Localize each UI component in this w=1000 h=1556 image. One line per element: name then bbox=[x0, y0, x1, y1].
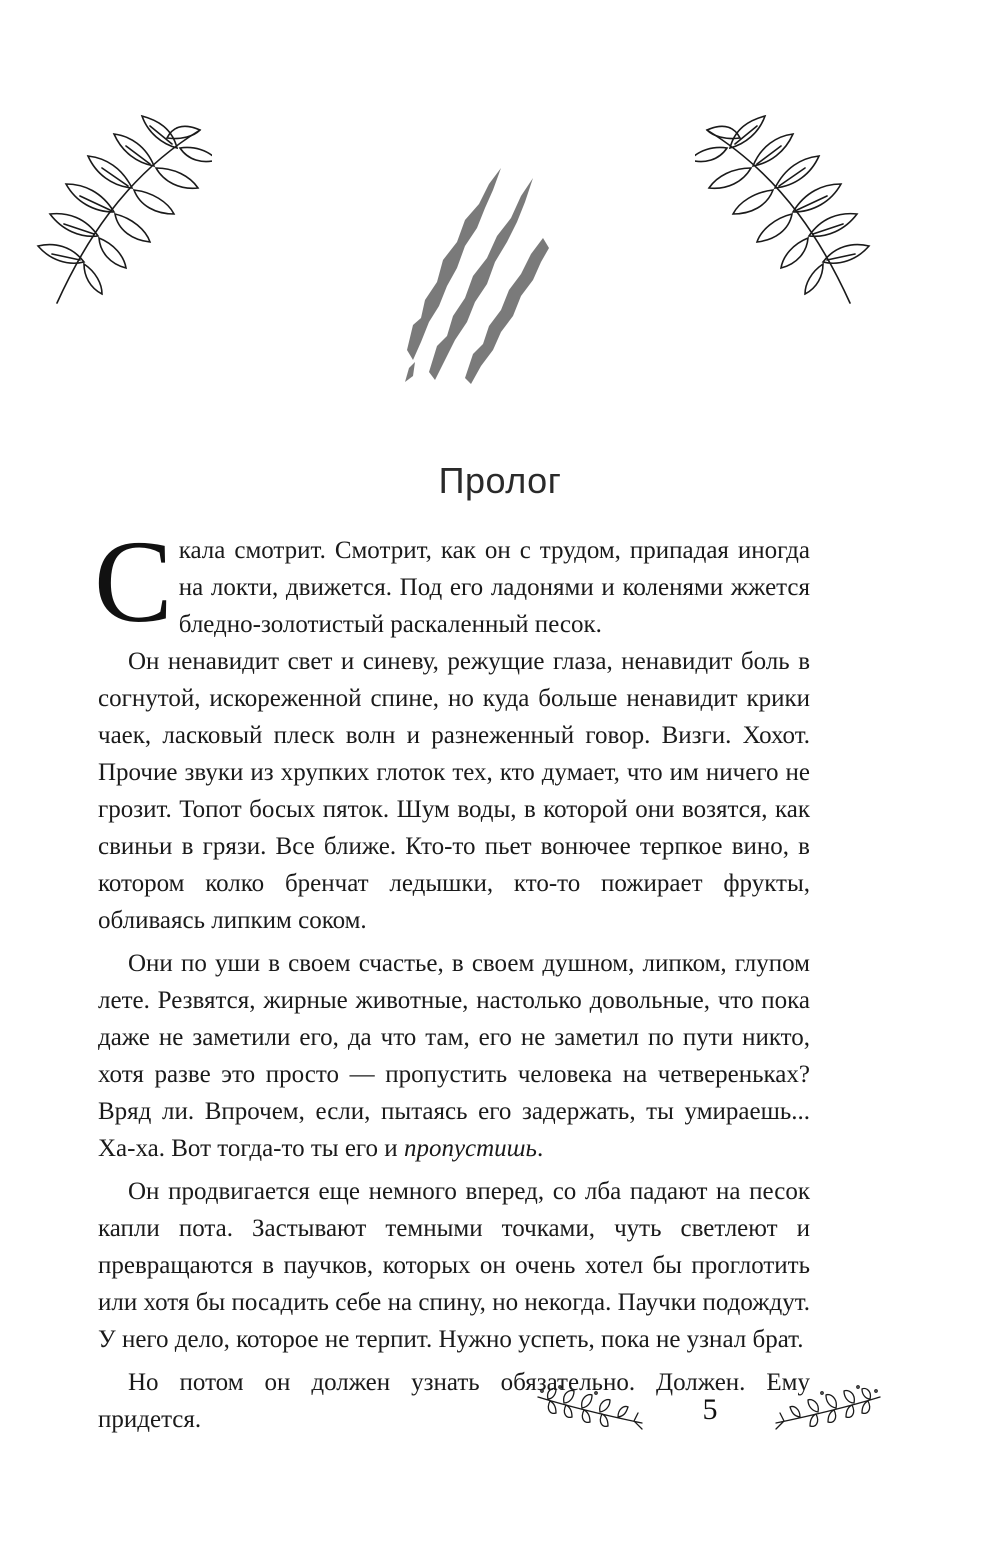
paragraph-4: Он продвигается еще немного вперед, со лба падают на песок капли пота. Застывают темными точками, чуть светлеют и превращаются в паучков, которых он очень хотел бы проглотить или хотя бы посадить себе на спину, но некогда. Паучки подождут. У него дело, которое не терпит. Нужно успеть, пока не узнал брат. bbox=[98, 1178, 810, 1353]
chapter-title: Пролог bbox=[438, 460, 562, 501]
paragraph-1 bbox=[94, 516, 810, 647]
page-number: 5 bbox=[702, 1393, 718, 1426]
paragraph-3-end: . bbox=[536, 1135, 544, 1162]
paragraph-3 bbox=[98, 945, 810, 1167]
laurel-branch-left-icon bbox=[22, 108, 212, 308]
paragraph-1-text: кала смотрит. Смотрит, как он с трудом, припадая иногда на локти, движется. Под его ладонями и коленями жжется бледно-золотистый раскаленный песок. bbox=[178, 537, 810, 638]
claw-scratch-icon bbox=[385, 150, 565, 390]
footer-sprig-left-icon bbox=[534, 1383, 646, 1435]
chapter-body bbox=[94, 516, 810, 1438]
paragraph-5: Но потом он должен узнать обязательно. Должен. Ему придется. bbox=[98, 1369, 810, 1433]
laurel-branch-right-icon bbox=[695, 108, 885, 308]
paragraph-3-italic: пропустишь bbox=[403, 1135, 537, 1162]
footer-sprig-right-icon bbox=[772, 1383, 884, 1435]
drop-cap: С bbox=[94, 516, 173, 647]
paragraph-3-start: Они по уши в своем счастье, в своем душном, липком, глупом лете. Резвятся, жирные животные, настолько довольные, что пока даже не заметили его, да что там, его не заметил по пути никто, хотя разве это просто — пропустить человека на четвереньках? Вряд ли. Впрочем, если, пытаясь его задержать, ты умираешь... Ха-ха. Вот тогда-то ты его и bbox=[98, 950, 810, 1162]
paragraph-2: Он ненавидит свет и синеву, режущие глаза, ненавидит боль в согнутой, искореженной спине, но куда больше ненавидит крики чаек, ласковый плеск волн и разнеженный говор. Визги. Хохот. Прочие звуки из хрупких глоток тех, кто думает, что им ничего не грозит. Топот босых пяток. Шум воды, в которой они возятся, как свиньи в грязи. Все ближе. Кто-то пьет вонючее терпкое вино, в котором колко бренчат ледышки, кто-то пожирает фрукты, обливаясь липким соком. bbox=[98, 648, 810, 934]
